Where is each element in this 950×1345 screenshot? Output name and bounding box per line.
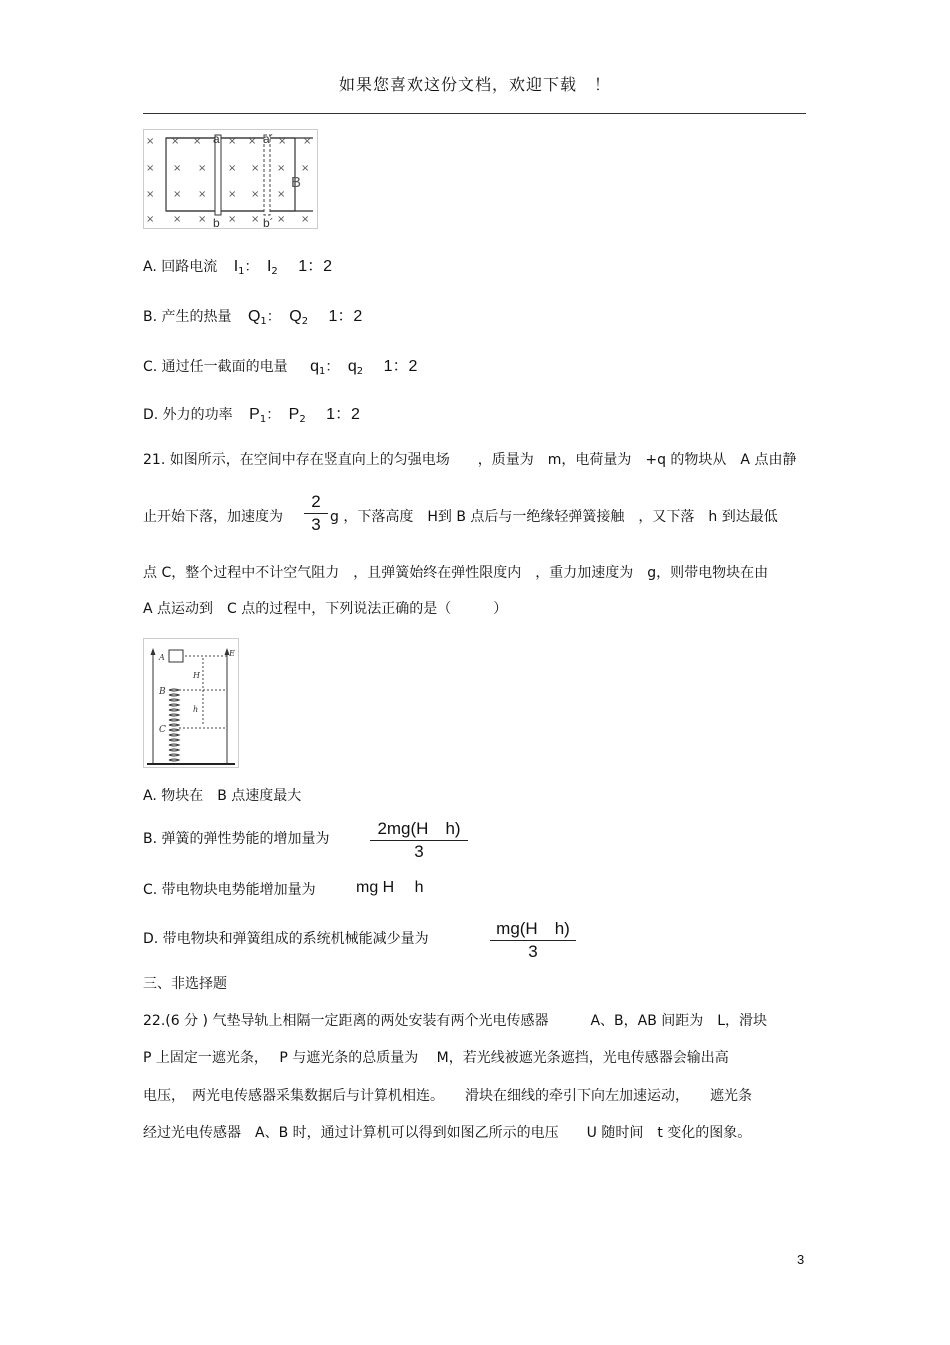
q20-option-c: C. 通过任一截面的电量 $q_1$： $q_2$ 1：2 — [143, 358, 418, 377]
svg-text:×: × — [198, 214, 207, 225]
page-header: 如果您喜欢这份文档，欢迎下载 ！ — [338, 75, 611, 94]
label-E: E — [229, 649, 235, 658]
q21-option-c-text: C. 带电物块电势能增加量为 — [143, 882, 316, 898]
label-b: b — [213, 216, 220, 229]
q22-line-2: P 上固定一遮光条， P 与遮光条的总质量为 M，若光线被遮光条遮挡，光电传感器会输出高 — [143, 1050, 729, 1066]
q21-option-b-fraction: $\frac{\text{2mg(H h)}}{3}$ — [370, 818, 468, 863]
label-a-prime: a´ — [263, 132, 274, 146]
label-h: h — [193, 705, 199, 714]
svg-text:×: × — [278, 136, 287, 147]
svg-text:×: × — [251, 163, 260, 174]
svg-text:×: × — [251, 214, 260, 225]
label-a: a — [213, 132, 220, 146]
q21-line-3: 点 C，整个过程中不计空气阻力 ，且弹簧始终在弹性限度内 ，重力加速度为 g，则带电物块在由 — [143, 565, 769, 581]
svg-text:×: × — [301, 214, 310, 225]
label-b-prime: b´ — [263, 216, 274, 229]
label-A: A — [159, 653, 165, 662]
spring-figure — [143, 638, 239, 768]
q21-option-d-fraction: $\frac{\text{mg(H h)}}{3}$ — [490, 918, 576, 963]
svg-text:×: × — [173, 189, 182, 200]
svg-text:×: × — [228, 136, 237, 147]
magnetic-field-figure — [143, 129, 318, 229]
label-field-B: B — [291, 174, 302, 191]
label-H: H — [193, 671, 200, 680]
svg-text:×: × — [198, 163, 207, 174]
svg-text:×: × — [146, 163, 155, 174]
svg-text:×: × — [173, 214, 182, 225]
q21-option-a: A. 物块在 B 点速度最大 — [143, 788, 302, 804]
svg-text:×: × — [173, 163, 182, 174]
q22-line-4: 经过光电传感器 A、B 时，通过计算机可以得到如图乙所示的电压 U 随时间 t 变化的图象。 — [143, 1125, 752, 1141]
q22-line-3: 电压， 两光电传感器采集数据后与计算机相连。 滑块在细线的牵引下向左加速运动， 遮光条 — [143, 1088, 752, 1104]
svg-text:×: × — [171, 136, 180, 147]
q20-option-b: B. 产生的热量 $Q_1$： $Q_2$ 1：2 — [143, 308, 363, 327]
q20-option-d: D. 外力的功率 $P_1$： $P_2$ 1：2 — [143, 406, 360, 425]
svg-text:×: × — [228, 214, 237, 225]
section-heading: 三、非选择题 — [143, 976, 227, 992]
svg-text:×: × — [248, 136, 257, 147]
q21-option-b-text: B. 弹簧的弹性势能的增加量为 — [143, 831, 330, 847]
q21-line-1: 21. 如图所示，在空间中存在竖直向上的匀强电场 ，质量为 m，电荷量为 +q 的物块从 A 点由静 — [143, 452, 797, 468]
label-C: C — [159, 725, 166, 735]
q21-line-2b: g ，下落高度 H到 B 点后与一绝缘轻弹簧接触 ，又下落 h 到达最低 — [330, 509, 778, 525]
svg-text:×: × — [228, 189, 237, 200]
svg-text:×: × — [277, 163, 286, 174]
svg-text:×: × — [251, 189, 260, 200]
svg-text:×: × — [146, 189, 155, 200]
q21-line-2a: 止开始下落，加速度为 — [143, 509, 283, 525]
q22-line-1: 22.(6 分 ) 气垫导轨上相隔一定距离的两处安装有两个光电传感器 A、B，AB 间距为 L，滑块 — [143, 1013, 768, 1029]
svg-text:×: × — [303, 136, 312, 147]
svg-text:×: × — [277, 214, 286, 225]
svg-text:×: × — [193, 136, 202, 147]
page-number: 3 — [797, 1252, 805, 1267]
svg-text:×: × — [198, 189, 207, 200]
label-B: B — [159, 687, 166, 697]
q21-option-d-text: D. 带电物块和弹簧组成的系统机械能减少量为 — [143, 931, 429, 947]
svg-text:×: × — [146, 136, 155, 147]
svg-text:×: × — [301, 163, 310, 174]
header-rule — [143, 113, 806, 114]
q21-fraction: $\frac{2}{3}$ — [304, 491, 328, 536]
q21-line-4: A 点运动到 C 点的过程中，下列说法正确的是（ ） — [143, 601, 508, 617]
q20-option-a: A. 回路电流 $I_1$： $I_2$ 1：2 — [143, 258, 333, 277]
svg-text:×: × — [228, 163, 237, 174]
q21-option-c-expr: mg H h — [356, 879, 424, 896]
svg-text:×: × — [146, 214, 155, 225]
svg-text:×: × — [277, 189, 286, 200]
